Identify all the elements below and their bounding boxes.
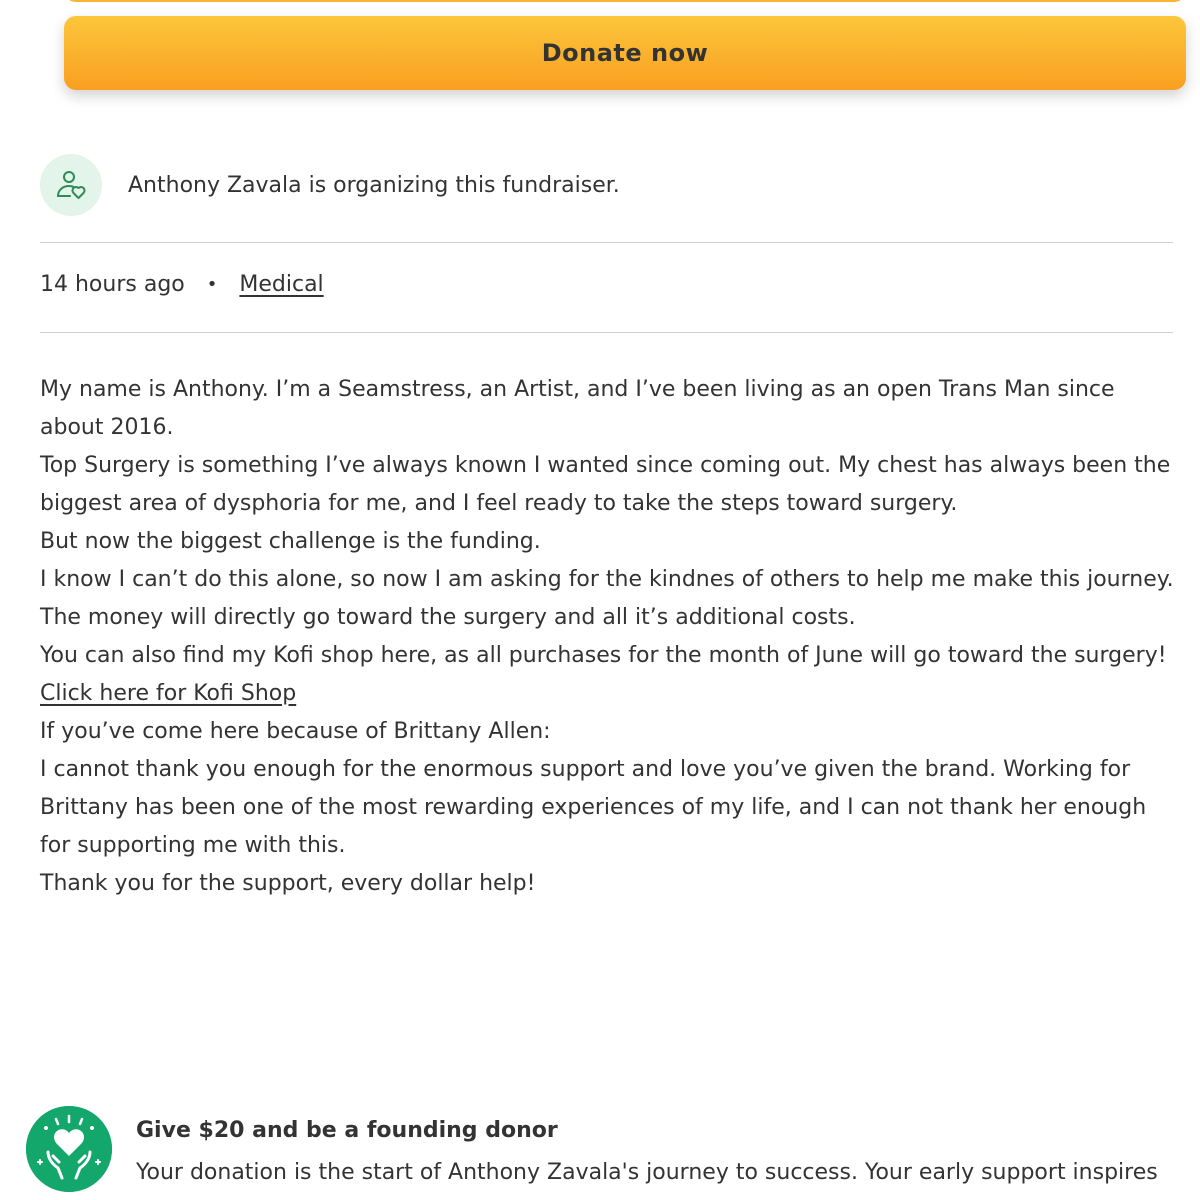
organizer-row (40, 154, 620, 216)
story-paragraph: I cannot thank you enough for the enormous support and love you’ve given the brand. Working for Brittany has been one of the most rewarding experiences of my life, and I can not thank her enough for supporting me with this. (40, 757, 1147, 858)
divider (40, 242, 1173, 243)
founding-donor-title: Give $20 and be a founding donor (136, 1118, 558, 1143)
meta-separator: • (206, 274, 218, 295)
story-text (40, 371, 1180, 903)
story-paragraph: The money will directly go toward the surgery and all it’s additional costs. (40, 605, 856, 630)
donate-now-button[interactable]: Donate now (64, 16, 1186, 90)
story-paragraph: Top Surgery is something I’ve always known I wanted since coming out. My chest has always been the biggest area of dysphoria for me, and I feel ready to take the steps toward surgery. (40, 453, 1171, 516)
story-paragraph: But now the biggest challenge is the funding. (40, 529, 541, 554)
created-time: 14 hours ago (40, 272, 185, 297)
founding-donor-description: Your donation is the start of Anthony Zavala's journey to success. Your early support inspires (136, 1160, 1158, 1185)
story-paragraph: I know I can’t do this alone, so now I am asking for the kindnes of others to help me make this journey. (40, 567, 1174, 592)
story-paragraph: If you’ve come here because of Brittany Allen: (40, 719, 551, 744)
story-paragraph: You can also find my Kofi shop here, as all purchases for the month of June will go toward the surgery! (40, 643, 1167, 668)
previous-button-edge (64, 0, 1186, 2)
organizer-text: Anthony Zavala is organizing this fundraiser. (128, 172, 620, 198)
hands-heart-icon (26, 1106, 112, 1192)
kofi-shop-link[interactable]: Click here for Kofi Shop (40, 681, 297, 706)
story-paragraph: Thank you for the support, every dollar help! (40, 871, 536, 896)
fundraiser-meta (40, 272, 324, 297)
divider (40, 332, 1173, 333)
category-link[interactable]: Medical (239, 272, 324, 297)
user-heart-icon (40, 154, 102, 216)
story-paragraph: My name is Anthony. I’m a Seamstress, an Artist, and I’ve been living as an open Trans Man since about 2016. (40, 377, 1115, 440)
